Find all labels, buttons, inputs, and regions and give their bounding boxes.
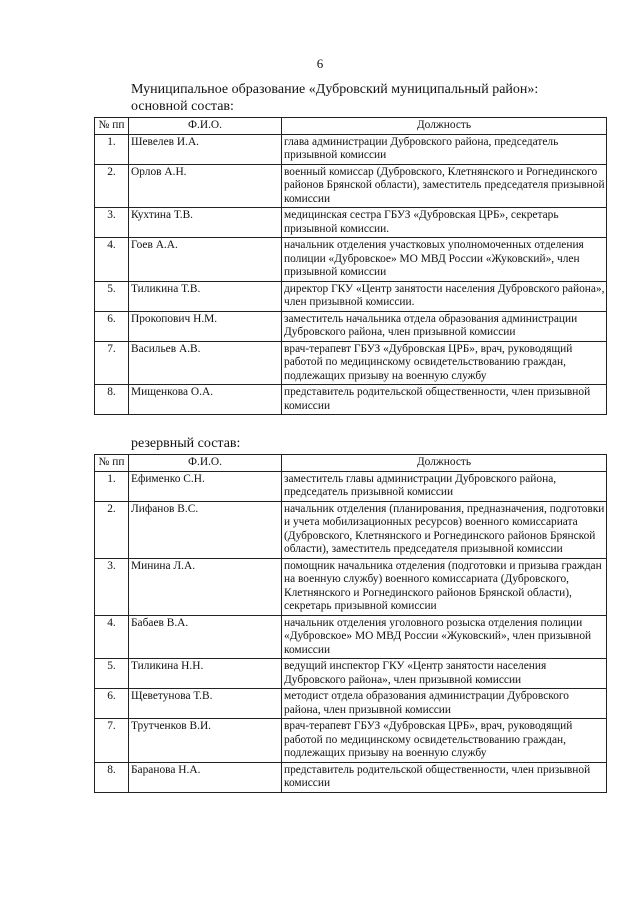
person-name: Ефименко С.Н. xyxy=(129,471,282,501)
table-row xyxy=(95,558,607,615)
table-row xyxy=(95,719,607,763)
person-name: Гоев А.А. xyxy=(129,238,282,282)
person-position: заместитель начальника отдела образования администрации Дубровского района, член призывной комиссии xyxy=(282,311,607,341)
person-position: заместитель главы администрации Дубровского района, председатель призывной комиссии xyxy=(282,471,607,501)
row-number: 3. xyxy=(95,208,129,238)
person-name: Баранова Н.А. xyxy=(129,762,282,792)
table-row xyxy=(95,238,607,282)
person-name: Васильев А.В. xyxy=(129,341,282,385)
row-number: 6. xyxy=(95,689,129,719)
person-name: Тиликина Н.Н. xyxy=(129,659,282,689)
row-number: 2. xyxy=(95,164,129,208)
person-name: Прокопович Н.М. xyxy=(129,311,282,341)
table-row xyxy=(95,762,607,792)
person-position: военный комиссар (Дубровского, Клетнянского и Рогнединского районов Брянской области), заместитель председателя призывной комиссии xyxy=(282,164,607,208)
person-name: Тиликина Т.В. xyxy=(129,281,282,311)
table-row xyxy=(95,134,607,164)
person-name: Орлов А.Н. xyxy=(129,164,282,208)
person-position: глава администрации Дубровского района, председатель призывной комиссии xyxy=(282,134,607,164)
person-position: медицинская сестра ГБУЗ «Дубровская ЦРБ», секретарь призывной комиссии. xyxy=(282,208,607,238)
person-name: Бабаев В.А. xyxy=(129,615,282,659)
person-name: Щеветунова Т.В. xyxy=(129,689,282,719)
person-position: начальник отделения уголовного розыска отделения полиции «Дубровское» МО МВД России «Жуковский», член призывной комиссии xyxy=(282,615,607,659)
table-row xyxy=(95,281,607,311)
table-row xyxy=(95,208,607,238)
person-position: врач-терапевт ГБУЗ «Дубровская ЦРБ», врач, руководящий работой по медицинскому освидетельствованию граждан, подлежащих призыву на военную службу xyxy=(282,719,607,763)
municipality-heading: Муниципальное образование «Дубровский муниципальный район»: xyxy=(131,82,539,97)
row-number: 4. xyxy=(95,615,129,659)
page-number: 6 xyxy=(316,56,324,71)
row-number: 3. xyxy=(95,558,129,615)
row-number: 4. xyxy=(95,238,129,282)
table-row xyxy=(95,385,607,415)
person-name: Мищенкова О.А. xyxy=(129,385,282,415)
reserve-composition-title: резервный состав: xyxy=(131,436,241,451)
table-header-row xyxy=(95,118,607,135)
person-position: начальник отделения (планирования, предназначения, подготовки и учета мобилизационных ресурсов) военного комиссариата (Дубровского, Клетнянского и Рогнединского районов Брянской области), заместитель председателя призывной комиссии xyxy=(282,501,607,558)
row-number: 5. xyxy=(95,659,129,689)
row-number: 8. xyxy=(95,385,129,415)
header-number: № пп xyxy=(95,455,129,472)
table-row xyxy=(95,659,607,689)
person-position: врач-терапевт ГБУЗ «Дубровская ЦРБ», врач, руководящий работой по медицинскому освидетельствованию граждан, подлежащих призыву на военную службу xyxy=(282,341,607,385)
row-number: 7. xyxy=(95,341,129,385)
row-number: 2. xyxy=(95,501,129,558)
table-row xyxy=(95,615,607,659)
row-number: 6. xyxy=(95,311,129,341)
row-number: 1. xyxy=(95,134,129,164)
person-position: ведущий инспектор ГКУ «Центр занятости населения Дубровского района», член призывной комиссии xyxy=(282,659,607,689)
table-row xyxy=(95,311,607,341)
person-position: начальник отделения участковых уполномоченных отделения полиции «Дубровское» МО МВД России «Жуковский», член призывной комиссии xyxy=(282,238,607,282)
main-composition-table xyxy=(94,117,607,415)
header-position: Должность xyxy=(282,455,607,472)
table-row xyxy=(95,689,607,719)
reserve-composition-table xyxy=(94,454,607,793)
table-row xyxy=(95,341,607,385)
row-number: 8. xyxy=(95,762,129,792)
person-name: Лифанов В.С. xyxy=(129,501,282,558)
table-header-row xyxy=(95,455,607,472)
row-number: 1. xyxy=(95,471,129,501)
person-name: Трутченков В.И. xyxy=(129,719,282,763)
table-row xyxy=(95,501,607,558)
table-row xyxy=(95,164,607,208)
header-position: Должность xyxy=(282,118,607,135)
row-number: 5. xyxy=(95,281,129,311)
person-position: представитель родительской общественности, член призывной комиссии xyxy=(282,385,607,415)
row-number: 7. xyxy=(95,719,129,763)
person-name: Минина Л.А. xyxy=(129,558,282,615)
person-position: помощник начальника отделения (подготовки и призыва граждан на военную службу) военного комиссариата (Дубровского, Клетнянского и Рогнединского районов Брянской области), секретарь призывной комиссии xyxy=(282,558,607,615)
person-name: Шевелев И.А. xyxy=(129,134,282,164)
reserve-table-body xyxy=(95,471,607,792)
person-position: представитель родительской общественности, член призывной комиссии xyxy=(282,762,607,792)
main-composition-title: основной состав: xyxy=(131,99,234,114)
person-position: методист отдела образования администрации Дубровского района, член призывной комиссии xyxy=(282,689,607,719)
header-name: Ф.И.О. xyxy=(129,455,282,472)
header-name: Ф.И.О. xyxy=(129,118,282,135)
main-table-body xyxy=(95,134,607,415)
header-number: № пп xyxy=(95,118,129,135)
person-position: директор ГКУ «Центр занятости населения Дубровского района», член призывной комиссии. xyxy=(282,281,607,311)
person-name: Кухтина Т.В. xyxy=(129,208,282,238)
table-row xyxy=(95,471,607,501)
